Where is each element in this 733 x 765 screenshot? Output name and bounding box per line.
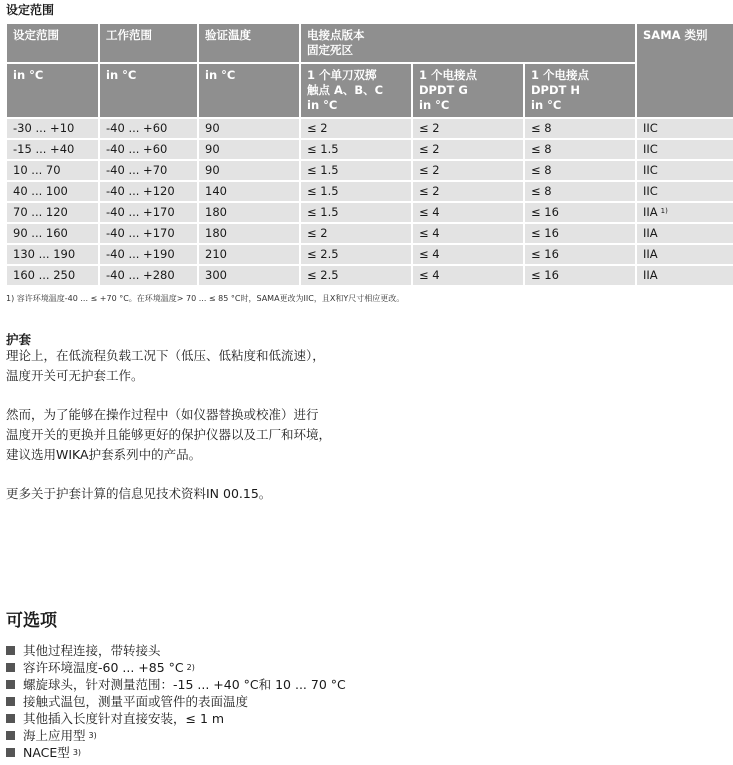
cell-setting-range: -15 ... +40 xyxy=(6,139,99,160)
cell-dpdt-g: ≤ 4 xyxy=(412,223,524,244)
cell-sama-class xyxy=(636,223,733,244)
square-bullet-icon xyxy=(6,663,15,672)
list-item xyxy=(6,642,346,659)
table-body xyxy=(6,118,733,286)
sama-value: IIC xyxy=(643,163,658,177)
cell-spdt: ≤ 2 xyxy=(300,118,412,139)
footnote-ref: 3) xyxy=(88,731,97,740)
header-dpdt-g: 1 个电接点 DPDT G in °C xyxy=(412,63,524,118)
cell-setting-range: 10 ... 70 xyxy=(6,160,99,181)
cell-dpdt-g: ≤ 4 xyxy=(412,265,524,286)
list-item xyxy=(6,676,346,693)
option-text: 海上应用型 xyxy=(23,728,86,743)
cell-dpdt-g: ≤ 2 xyxy=(412,139,524,160)
sama-value: IIA xyxy=(643,247,658,261)
cell-verification-temp: 140 xyxy=(198,181,300,202)
cell-verification-temp: 180 xyxy=(198,202,300,223)
header-sama-class: SAMA 类别 xyxy=(636,23,733,118)
cell-working-range: -40 ... +170 xyxy=(99,223,198,244)
option-text: 其他过程连接，带转接头 xyxy=(23,643,161,658)
option-text: 接触式温包，测量平面或管件的表面温度 xyxy=(23,694,249,709)
sama-value: IIC xyxy=(643,121,658,135)
footnote-ref: 3) xyxy=(72,748,82,757)
cell-dpdt-h: ≤ 16 xyxy=(524,223,636,244)
option-text: 其他插入长度针对直接安装，≤ 1 m xyxy=(23,711,225,726)
square-bullet-icon xyxy=(6,646,15,655)
thermowell-paragraph-1: 理论上，在低流程负载工况下（低压、低粘度和低流速）， 温度开关可无护套工作。 xyxy=(6,348,325,383)
cell-dpdt-g: ≤ 2 xyxy=(412,181,524,202)
table-row xyxy=(6,139,733,160)
cell-working-range: -40 ... +70 xyxy=(99,160,198,181)
cell-verification-temp: 180 xyxy=(198,223,300,244)
cell-sama-class xyxy=(636,139,733,160)
cell-working-range: -40 ... +60 xyxy=(99,139,198,160)
square-bullet-icon xyxy=(6,697,15,706)
header-dpdt-h: 1 个电接点 DPDT H in °C xyxy=(524,63,636,118)
cell-setting-range: -30 ... +10 xyxy=(6,118,99,139)
unit-verification: in °C xyxy=(198,63,300,118)
table-subheader-row xyxy=(6,63,733,118)
table-row xyxy=(6,223,733,244)
cell-setting-range: 40 ... 100 xyxy=(6,181,99,202)
cell-dpdt-h: ≤ 8 xyxy=(524,160,636,181)
cell-working-range: -40 ... +190 xyxy=(99,244,198,265)
options-heading: 可选项 xyxy=(6,611,57,631)
cell-spdt: ≤ 1.5 xyxy=(300,202,412,223)
cell-working-range: -40 ... +280 xyxy=(99,265,198,286)
square-bullet-icon xyxy=(6,714,15,723)
cell-dpdt-g: ≤ 2 xyxy=(412,160,524,181)
cell-dpdt-g: ≤ 4 xyxy=(412,202,524,223)
cell-working-range: -40 ... +170 xyxy=(99,202,198,223)
cell-sama-class xyxy=(636,118,733,139)
cell-dpdt-h: ≤ 8 xyxy=(524,181,636,202)
list-item xyxy=(6,744,346,761)
cell-sama-class xyxy=(636,160,733,181)
option-text: NACE型 xyxy=(23,745,70,760)
cell-dpdt-g: ≤ 2 xyxy=(412,118,524,139)
cell-setting-range: 90 ... 160 xyxy=(6,223,99,244)
unit-working: in °C xyxy=(99,63,198,118)
table-row xyxy=(6,202,733,223)
header-spdt: 1 个单刀双掷 触点 A、B、C in °C xyxy=(300,63,412,118)
cell-dpdt-h: ≤ 8 xyxy=(524,118,636,139)
footnote-ref: 2) xyxy=(186,663,195,672)
table-row xyxy=(6,181,733,202)
list-item xyxy=(6,727,346,744)
unit-setting: in °C xyxy=(6,63,99,118)
thermowell-paragraph-3: 更多关于护套计算的信息见技术资料IN 00.15。 xyxy=(6,486,272,501)
cell-setting-range: 160 ... 250 xyxy=(6,265,99,286)
cell-setting-range: 70 ... 120 xyxy=(6,202,99,223)
table-row xyxy=(6,244,733,265)
cell-sama-class xyxy=(636,202,733,223)
section-title: 设定范围 xyxy=(6,3,55,17)
list-item xyxy=(6,710,346,727)
header-working-range: 工作范围 xyxy=(99,23,198,63)
cell-verification-temp: 300 xyxy=(198,265,300,286)
sama-value: IIA xyxy=(643,205,658,219)
cell-working-range: -40 ... +120 xyxy=(99,181,198,202)
table-row xyxy=(6,160,733,181)
sama-value: IIC xyxy=(643,142,658,156)
thermowell-paragraph-2: 然而，为了能够在操作过程中（如仪器替换或校准）进行 温度开关的更换并且能够更好的保护仪器以及工厂和环境， 建议选用WIKA护套系列中的产品。 xyxy=(6,407,332,462)
table-footnote: 1) 容许环境温度-40 ... ≤ +70 °C。在环境温度> 70 ... ≤ 85 °C时，SAMA更改为IIC，且X和Y尺寸相应更改。 xyxy=(6,294,405,303)
header-setting-range: 设定范围 xyxy=(6,23,99,63)
cell-spdt: ≤ 1.5 xyxy=(300,139,412,160)
sama-value: IIA xyxy=(643,226,658,240)
cell-dpdt-h: ≤ 16 xyxy=(524,265,636,286)
list-item xyxy=(6,659,346,676)
square-bullet-icon xyxy=(6,748,15,757)
setting-range-table xyxy=(5,22,733,287)
cell-spdt: ≤ 2.5 xyxy=(300,265,412,286)
sama-value: IIA xyxy=(643,268,658,282)
table-header-row xyxy=(6,23,733,63)
cell-dpdt-h: ≤ 16 xyxy=(524,244,636,265)
cell-sama-class xyxy=(636,244,733,265)
cell-spdt: ≤ 1.5 xyxy=(300,160,412,181)
header-verification-temp: 验证温度 xyxy=(198,23,300,63)
cell-spdt: ≤ 2.5 xyxy=(300,244,412,265)
table-row xyxy=(6,265,733,286)
cell-verification-temp: 210 xyxy=(198,244,300,265)
cell-dpdt-h: ≤ 8 xyxy=(524,139,636,160)
option-text: 螺旋球头，针对测量范围：-15 ... +40 °C和 10 ... 70 °C xyxy=(23,677,346,692)
cell-setting-range: 130 ... 190 xyxy=(6,244,99,265)
cell-sama-class xyxy=(636,181,733,202)
option-text: 容许环境温度-60 ... +85 °C xyxy=(23,660,184,675)
footnote-ref: 1) xyxy=(660,207,668,215)
cell-working-range: -40 ... +60 xyxy=(99,118,198,139)
table-row xyxy=(6,118,733,139)
sama-value: IIC xyxy=(643,184,658,198)
cell-verification-temp: 90 xyxy=(198,160,300,181)
cell-sama-class xyxy=(636,265,733,286)
header-contact-version: 电接点版本 固定死区 xyxy=(300,23,636,63)
thermowell-heading: 护套 xyxy=(6,332,32,347)
options-list xyxy=(6,642,346,761)
cell-verification-temp: 90 xyxy=(198,118,300,139)
cell-dpdt-h: ≤ 16 xyxy=(524,202,636,223)
square-bullet-icon xyxy=(6,731,15,740)
cell-spdt: ≤ 1.5 xyxy=(300,181,412,202)
list-item xyxy=(6,693,346,710)
cell-verification-temp: 90 xyxy=(198,139,300,160)
cell-spdt: ≤ 2 xyxy=(300,223,412,244)
cell-dpdt-g: ≤ 4 xyxy=(412,244,524,265)
square-bullet-icon xyxy=(6,680,15,689)
